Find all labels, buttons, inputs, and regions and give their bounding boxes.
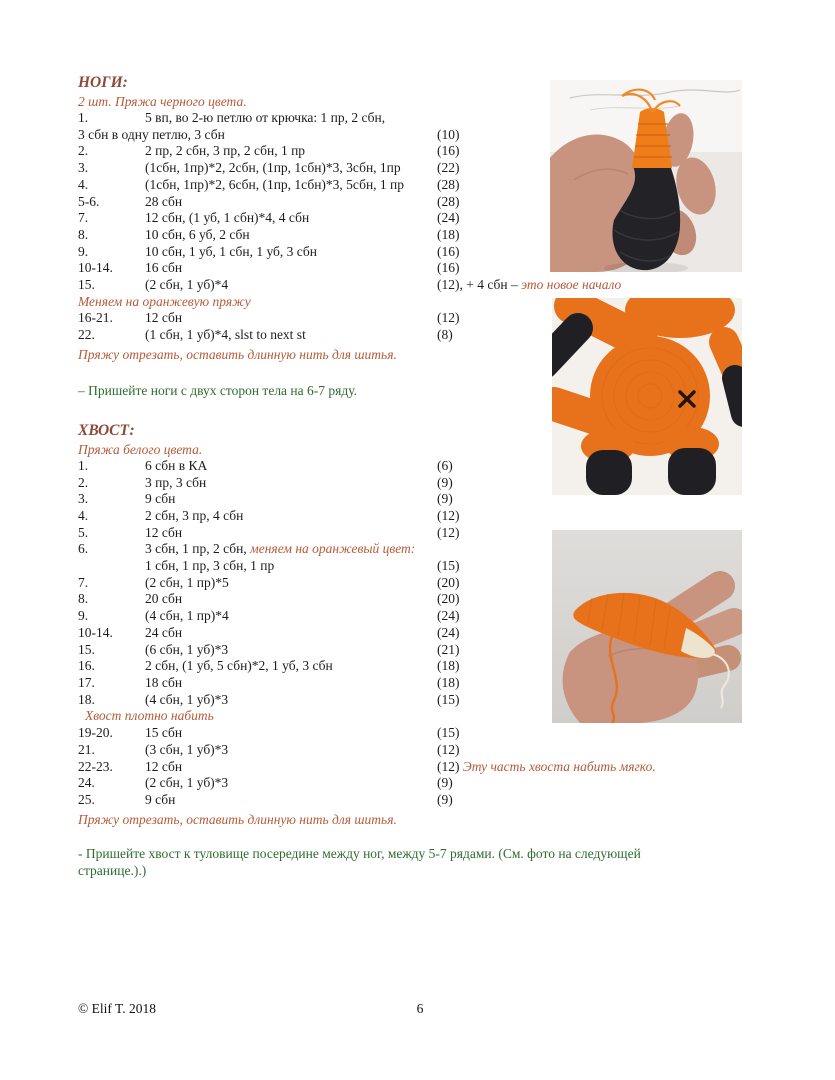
row-number: 22-23. [78, 758, 113, 774]
row-instructions: 24 сбн [145, 624, 183, 640]
row-number: 10-14. [78, 624, 113, 640]
copyright-text: © Elif T. 2018 [78, 1001, 157, 1016]
row-stitch-count: (28) [437, 176, 460, 192]
row-instructions: (1сбн, 1пр)*2, 2сбн, (1пр, 1сбн)*3, 3сбн, 1пр [145, 160, 401, 176]
row-stitch-count: (20) [437, 574, 460, 590]
row-stitch-count: (18) [437, 674, 460, 690]
row-stitch-count: (22) [437, 160, 460, 176]
row-instructions: 12 сбн [145, 758, 183, 774]
row-number: 9. [78, 243, 89, 259]
row-instructions-accent: меняем на оранжевый цвет: [250, 541, 416, 557]
row-number: 16-21. [78, 310, 113, 326]
body-with-legs-photo [552, 298, 742, 495]
row-stitch-count: (15) [437, 725, 460, 741]
row-stitch-count: (24) [437, 210, 460, 226]
row-number: 15. [78, 641, 95, 657]
body-photo-illustration [552, 298, 742, 495]
row-stitch-count: (16) [437, 143, 460, 159]
row-stitch-count: (12) [437, 524, 460, 540]
pattern-row [78, 742, 678, 759]
row-number: 18. [78, 691, 95, 707]
legs-cut-yarn-note: Пряжу отрезать, оставить длинную нить для шитья. [78, 346, 397, 362]
black-center-leg [668, 448, 716, 495]
row-number: 16. [78, 658, 95, 674]
pattern-row [78, 508, 678, 525]
tail-assembly-tip-line2: странице.).) [78, 863, 147, 879]
tail-photo-illustration [552, 530, 742, 723]
row-stitch-count: (9) [437, 491, 453, 507]
tail-in-hand-photo [552, 530, 742, 723]
row-instructions: 16 сбн [145, 260, 183, 276]
row-instructions: (2 сбн, 1 уб)*4 [145, 277, 229, 293]
row-instructions: 10 сбн, 6 уб, 2 сбн [145, 226, 250, 242]
row-stitch-count: (6) [437, 457, 453, 473]
row-instructions: 5 вп, во 2-ю петлю от крючка: 1 пр, 2 сбн, [145, 110, 386, 125]
row-instructions: 1 сбн, 1 пр, 3 сбн, 1 пр [145, 558, 275, 574]
row-instructions: (2 сбн, 1 пр)*5 [145, 574, 229, 590]
row-number: 1. [78, 110, 89, 125]
row-instructions: (2 сбн, 1 уб)*3 [145, 775, 229, 791]
row-stitch-count: (9) [437, 474, 453, 490]
row-instructions: 3 сбн в одну петлю, 3 сбн [78, 126, 225, 142]
row-stitch-count: (12) Эту часть хвоста набить мягко. [437, 758, 656, 774]
row-stitch-count: (12) [437, 741, 460, 757]
pattern-row [78, 792, 678, 809]
pattern-note-line: Хвост плотно набить [85, 708, 214, 724]
row-instructions: (1сбн, 1пр)*2, 6сбн, (1пр, 1сбн)*3, 5сбн, 1 пр [145, 176, 405, 192]
row-number: 15. [78, 277, 95, 293]
pattern-row [78, 775, 678, 792]
row-number: 5. [78, 524, 89, 540]
row-stitch-count: (15) [437, 558, 460, 574]
row-instructions: (1 сбн, 1 уб)*4, slst to next st [145, 327, 306, 343]
row-instructions: 18 сбн [145, 674, 183, 690]
row-stitch-count: (20) [437, 591, 460, 607]
row-number: 17. [78, 674, 95, 690]
row-instructions: (6 сбн, 1 уб)*3 [145, 641, 229, 657]
row-stitch-count: (10) [437, 126, 460, 142]
row-stitch-count: (28) [437, 193, 460, 209]
pattern-row [78, 759, 678, 776]
row-instructions: 9 сбн [145, 791, 176, 807]
row-number: 10-14. [78, 260, 113, 276]
row-stitch-count: (8) [437, 327, 453, 343]
row-stitch-count: (12) [437, 310, 460, 326]
row-stitch-count: (9) [437, 775, 453, 791]
row-number: 1. [78, 457, 89, 473]
legs-section-title: НОГИ: [78, 74, 128, 91]
row-stitch-count: (24) [437, 608, 460, 624]
row-instructions: 6 сбн в КА [145, 457, 208, 473]
row-instructions: 12 сбн [145, 524, 183, 540]
row-stitch-count: (15) [437, 691, 460, 707]
row-number: 9. [78, 608, 89, 624]
row-number: 4. [78, 176, 89, 192]
row-number: 4. [78, 507, 89, 523]
row-instructions: 2 сбн, (1 уб, 5 сбн)*2, 1 уб, 3 сбн [145, 658, 333, 674]
row-number: 7. [78, 210, 89, 226]
row-instructions: (3 сбн, 1 уб)*3 [145, 741, 229, 757]
tail-assembly-tip-line1: - Пришейте хвост к туловище посередине между ног, между 5-7 рядами. (См. фото на следующей [78, 845, 641, 861]
leg-in-hand-photo [550, 80, 742, 272]
row-instructions: 2 сбн, 3 пр, 4 сбн [145, 507, 244, 523]
pattern-note-line: Меняем на оранжевую пряжу [78, 293, 251, 309]
page-number: 6 [416, 1001, 424, 1016]
row-instructions: (4 сбн, 1 уб)*3 [145, 691, 229, 707]
row-instructions: 12 сбн [145, 310, 183, 326]
tail-assembly-tip [78, 845, 778, 880]
row-instructions: 3 пр, 3 сбн [145, 474, 207, 490]
row-number: 24. [78, 775, 95, 791]
row-number: 25. [78, 791, 95, 807]
pattern-row [78, 725, 678, 742]
row-instructions: 12 сбн, (1 уб, 1 сбн)*4, 4 сбн [145, 210, 310, 226]
row-stitch-count: (12) [437, 507, 460, 523]
row-number: 22. [78, 327, 95, 343]
row-instructions: 3 сбн, 1 пр, 2 сбн, меняем на оранжевый цвет: [145, 541, 416, 557]
row-stitch-count: (12), + 4 сбн – это новое начало [437, 277, 622, 293]
row-instructions: 15 сбн [145, 725, 183, 741]
row-number: 2. [78, 474, 89, 490]
tail-cut-yarn-note: Пряжу отрезать, оставить длинную нить для шитья. [78, 811, 397, 827]
row-instructions: 10 сбн, 1 уб, 1 сбн, 1 уб, 3 сбн [145, 243, 318, 259]
row-number: 19-20. [78, 725, 113, 741]
row-number [78, 558, 145, 575]
row-stitch-count: (24) [437, 624, 460, 640]
tail-section-title: ХВОСТ: [78, 421, 135, 439]
row-number: 21. [78, 741, 95, 757]
pattern-row [78, 277, 678, 294]
row-count-accent: Эту часть хвоста набить мягко. [462, 758, 656, 774]
row-number: 8. [78, 226, 89, 242]
row-instructions: 2 пр, 2 сбн, 3 пр, 2 сбн, 1 пр [145, 143, 306, 159]
row-number: 8. [78, 591, 89, 607]
row-stitch-count: (16) [437, 243, 460, 259]
row-number: 5-6. [78, 193, 100, 209]
row-number: 3. [78, 491, 89, 507]
row-instructions: (4 сбн, 1 пр)*4 [145, 608, 229, 624]
row-count-accent: это новое начало [521, 277, 622, 293]
row-stitch-count: (9) [437, 791, 453, 807]
row-instructions: 9 сбн [145, 491, 176, 507]
row-stitch-count: (16) [437, 260, 460, 276]
row-stitch-count: (18) [437, 226, 460, 242]
row-number: 6. [78, 541, 89, 557]
legs-assembly-tip: – Пришейте ноги с двух сторон тела на 6-7 ряду. [78, 382, 357, 398]
legs-section-subtitle: 2 шт. Пряжа черного цвета. [78, 94, 247, 109]
row-number: 2. [78, 143, 89, 159]
row-stitch-count: (21) [437, 641, 460, 657]
black-right-leg [735, 378, 742, 414]
tail-section-subtitle: Пряжа белого цвета. [78, 441, 203, 457]
black-left-leg [586, 450, 632, 495]
row-number: 3. [78, 160, 89, 176]
row-instructions: 20 сбн [145, 591, 183, 607]
row-stitch-count: (18) [437, 658, 460, 674]
row-instructions: 28 сбн [145, 193, 183, 209]
leg-photo-illustration [550, 80, 742, 272]
row-number: 7. [78, 574, 89, 590]
